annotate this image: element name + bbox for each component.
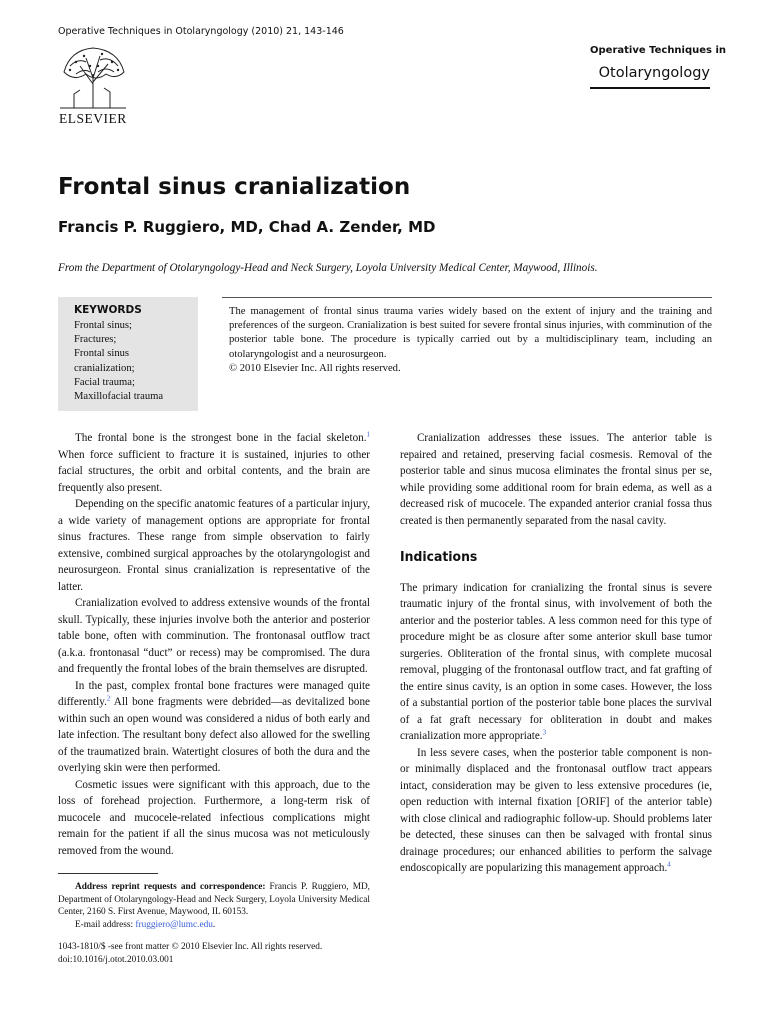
section-heading-indications: Indications xyxy=(400,549,478,565)
masthead-rule xyxy=(590,87,710,89)
body-column-right xyxy=(400,430,712,877)
abstract-copyright: © 2010 Elsevier Inc. All rights reserved. xyxy=(229,362,401,374)
doi-line: doi:10.1016/j.otot.2010.03.001 xyxy=(58,954,174,965)
keywords-heading: KEYWORDS xyxy=(74,304,142,316)
publisher-name: ELSEVIER xyxy=(59,111,127,126)
body-paragraph: The frontal bone is the strongest bone in the facial skeleton.$^1$ When force sufficient to fracture it is sustained, injuries to other facial structures, the orbit and orbital contents, and the brain are frequently also present. xyxy=(58,430,370,494)
reference-link[interactable]: 4 xyxy=(667,860,671,869)
journal-citation: Operative Techniques in Otolaryngology (2010) 21, 143-146 xyxy=(58,26,344,37)
abstract-rule xyxy=(222,297,712,298)
legal-notice xyxy=(58,941,378,966)
body-paragraph: Depending on the specific anatomic features of a particular injury, a wide variety of management options are appropriate for frontal sinus fractures. These range from simple observation to fairly extensive, combined surgical approaches by the otolaryngologist and neurosurgeon. Frontal sinus cranialization is representative of the latter. xyxy=(58,498,371,593)
body-paragraph: In the past, complex frontal bone fractures were managed quite differently.$^2$ All bone fragments were debrided—as devitalized bone within such an open wound was considered a nidus of both early and late infection. The resultant bony defect also allowed for the swelling of the traumatized brain. Watertight closures of both the dura and the overlying skin were then performed. xyxy=(58,679,370,774)
journal-name-line1: Operative Techniques in xyxy=(590,45,727,56)
keyword-item: Fractures; xyxy=(74,334,117,346)
abstract-text: The management of frontal sinus trauma varies widely based on the extent of injury and the training and preferences of the surgeon. Cranialization is best suited for severe frontal sinus injuries, with comminution of the posterior table bone. The procedure is typically carried out by a multidisciplinary team, including an otolaryngologist and a neurosurgeon. xyxy=(229,306,712,360)
footnote-label: Address reprint requests and correspondence: xyxy=(75,882,266,892)
elsevier-tree-logo xyxy=(56,44,130,110)
body-paragraph: In less severe cases, when the posterior table component is non- or minimally displaced and the frontonasal outflow tract appears intact, consideration may be given to less extensive procedures (ie, open reduction with internal fixation [ORIF] of the anterior table) with close clinical and radiographic follow-up. Should problems later be detected, these sinuses can then be salvaged with frontal sinus drainage procedures; our enhanced abilities to perform the salvage endoscopically are popularizing this management approach.$^4$ xyxy=(400,746,712,874)
issn-line: 1043-1810/$ -see front matter © 2010 Elsevier Inc. All rights reserved. xyxy=(58,942,323,952)
reference-link[interactable]: 2 xyxy=(106,694,111,703)
keywords-list xyxy=(74,319,196,404)
keyword-item: Maxillofacial trauma xyxy=(74,391,164,403)
email-link[interactable]: fruggiero@lumc.edu xyxy=(135,920,213,931)
keyword-item: Frontal sinus; xyxy=(74,320,132,331)
reference-link[interactable]: 1 xyxy=(366,430,370,439)
journal-masthead xyxy=(590,45,727,89)
body-paragraph-continued: Cosmetic issues were significant with this approach, due to the loss of forehead projection. Furthermore, a long-term risk of mucocele and mucocele-related infectious complications might remain for the patient if all the sinus mucosa was not meticulously removed from the wound. xyxy=(58,778,370,857)
keyword-item: cranialization; xyxy=(74,362,135,374)
body-paragraph: The primary indication for cranializing the frontal sinus is severe traumatic injury of the frontal sinus, with involvement of both the anterior and the posterior tables. A less common need for this type of procedure might be as closure after some anterior skull base tumor surgeries. Obliteration of the frontal sinus, with complete mucosal removal, plugging of the frontonasal outflow tract, and fat grafting of the entire sinus cavity, is an option in some cases. However, the loss of a substantial portion of the posterior table bone places the survival of a fat graft necessary for obliteration in doubt and makes cranialization more appropriate.$^3$ xyxy=(400,581,712,742)
body-column-left xyxy=(58,430,370,859)
article-affiliation: From the Department of Otolaryngology-Head and Neck Surgery, Loyola University Medical Center, Maywood, Illinois. xyxy=(58,262,598,274)
abstract xyxy=(229,305,712,376)
article-title: Frontal sinus cranialization xyxy=(58,174,411,200)
body-paragraph: Cranialization addresses these issues. The anterior table is repaired and retained, preserving facial cosmesis. Removal of the posterior table and sinus mucosa eliminates the frontal sinus per se, while providing some additional room for brain edema, as well as a decreased risk of mucocele. The expanded anterior cranial fossa thus created is then permanently separated from the nasal cavity. xyxy=(400,432,712,527)
reference-link[interactable]: 3 xyxy=(542,728,547,737)
footnote-rule xyxy=(58,873,158,874)
journal-name-line2: Otolaryngology xyxy=(598,65,710,81)
article-authors: Francis P. Ruggiero, MD, Chad A. Zender, MD xyxy=(58,218,436,236)
keywords-box xyxy=(58,297,198,411)
keyword-item: Facial trauma; xyxy=(74,376,135,388)
keyword-item: Frontal sinus xyxy=(74,348,130,360)
body-paragraph: Cranialization evolved to address extensive wounds of the frontal skull. Typically, these injuries involve both the anterior and posterior table bone, often with comminution. The frontonasal outflow tract (a.k.a. frontonasal “duct” or recess) may be compromised. The dura and frequently the frontal lobes of the brain themselves are disrupted. xyxy=(58,597,370,675)
correspondence-footnote: Address reprint requests and correspondence: Francis P. Ruggiero, MD, Department of Otolaryngology-Head and Neck Surgery, Loyola University Medical Center, 2160 S. First Avenue, Maywood, IL 60153. E-mail address: fruggiero@lumc.edu. xyxy=(58,882,371,931)
